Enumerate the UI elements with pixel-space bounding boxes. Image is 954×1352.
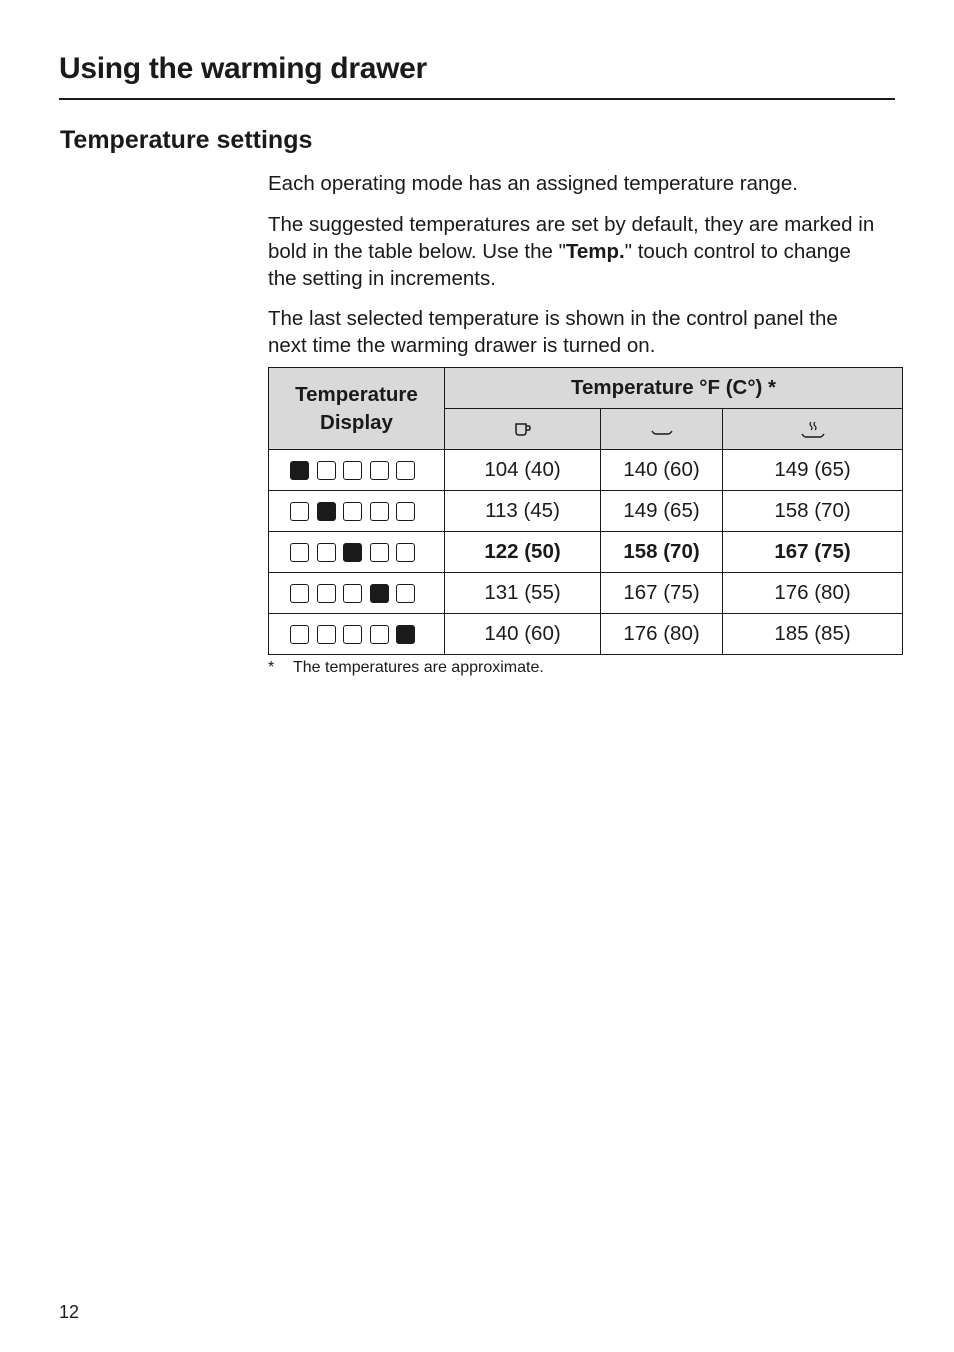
segment-indicator [343, 502, 362, 521]
temperature-cup: 122 (50) [445, 532, 601, 573]
section-heading: Temperature settings [60, 126, 313, 154]
table-row [269, 614, 903, 655]
segment-indicator [317, 625, 336, 644]
temperature-cup: 104 (40) [445, 450, 601, 491]
temperature-plate: 167 (75) [601, 573, 723, 614]
segment-indicator [290, 461, 309, 480]
title-divider [59, 98, 895, 100]
segment-indicator [317, 502, 336, 521]
paragraph-last-selected: The last selected temperature is shown in the control panel the next time the warming drawer is turned on. [268, 307, 838, 357]
temperature-steam-dish: 158 (70) [723, 491, 903, 532]
temperature-plate: 149 (65) [601, 491, 723, 532]
segment-indicator [343, 584, 362, 603]
segment-indicator [396, 584, 415, 603]
cup-icon [513, 421, 533, 439]
table-row [269, 573, 903, 614]
segment-indicator [370, 461, 389, 480]
temperature-steam-dish: 167 (75) [723, 532, 903, 573]
segment-indicator [396, 543, 415, 562]
temperature-steam-dish: 176 (80) [723, 573, 903, 614]
paragraph-text: " touch control to change the setting in increments. [268, 240, 851, 290]
page-number: 12 [59, 1302, 80, 1322]
paragraph-text: The suggested temperatures are set by default, they are marked in bold in the table below. Use the " [268, 213, 875, 263]
temperature-display-level-2 [269, 491, 445, 532]
segment-indicator [317, 461, 336, 480]
temperature-steam-dish: 149 (65) [723, 450, 903, 491]
segment-indicator [370, 625, 389, 644]
temperature-plate: 158 (70) [601, 532, 723, 573]
segment-indicator [343, 543, 362, 562]
footnote-marker: * [268, 659, 275, 676]
segment-indicator [290, 543, 309, 562]
segment-indicator [290, 625, 309, 644]
temperature-steam-dish: 185 (85) [723, 614, 903, 655]
steam-dish-icon [800, 420, 826, 440]
footnote-text: The temperatures are approximate. [293, 659, 544, 676]
mode-header-steam-dish [723, 409, 903, 450]
temperature-display-level-5 [269, 614, 445, 655]
segment-indicator [396, 461, 415, 480]
mode-header-cup [445, 409, 601, 450]
temperature-table [268, 367, 903, 655]
temp-control-name: Temp. [565, 240, 625, 263]
temperature-cup: 113 (45) [445, 491, 601, 532]
segment-indicator [370, 543, 389, 562]
temperature-cup: 131 (55) [445, 573, 601, 614]
segment-indicator [290, 584, 309, 603]
temperature-cup: 140 (60) [445, 614, 601, 655]
segment-indicator [370, 584, 389, 603]
table-row-default [269, 532, 903, 573]
table-footnote [268, 659, 544, 677]
paragraph-operating-modes: Each operating mode has an assigned temperature range. [268, 172, 798, 195]
segment-indicator [396, 625, 415, 644]
table-row [269, 491, 903, 532]
segment-indicator [290, 502, 309, 521]
plate-icon [650, 421, 674, 439]
temperature-plate: 176 (80) [601, 614, 723, 655]
segment-indicator [396, 502, 415, 521]
temperature-display-level-1 [269, 450, 445, 491]
column-header-temperature: Temperature °F (C°) * [445, 368, 903, 409]
temperature-display-level-3 [269, 532, 445, 573]
paragraph-default-temperatures [268, 211, 878, 292]
temperature-display-level-4 [269, 573, 445, 614]
mode-header-plate [601, 409, 723, 450]
table-row [269, 450, 903, 491]
temperature-plate: 140 (60) [601, 450, 723, 491]
segment-indicator [317, 543, 336, 562]
segment-indicator [370, 502, 389, 521]
segment-indicator [343, 461, 362, 480]
segment-indicator [317, 584, 336, 603]
page-title: Using the warming drawer [59, 52, 427, 85]
column-header-display: Temperature Display [269, 368, 445, 450]
segment-indicator [343, 625, 362, 644]
